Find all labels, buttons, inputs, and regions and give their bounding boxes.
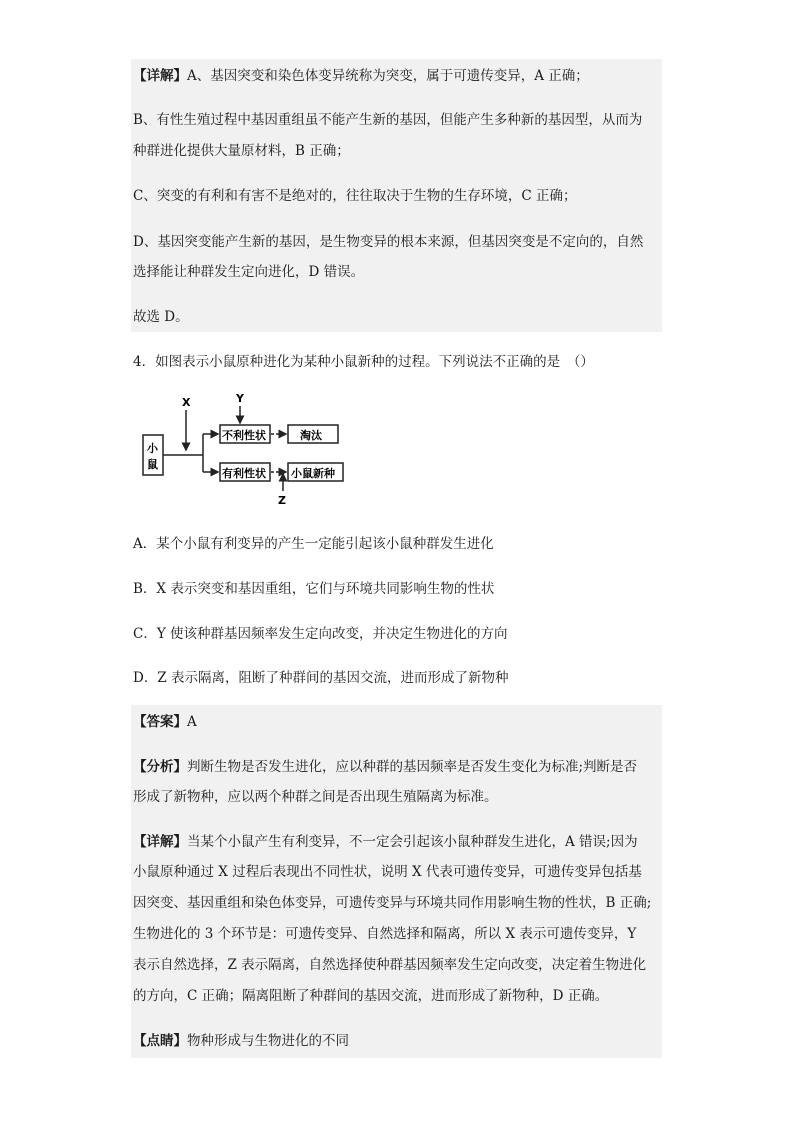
mouse-label-top: 小 xyxy=(147,442,158,455)
comment-tag: 【点睛】 xyxy=(133,1033,187,1049)
label-z: Z xyxy=(278,494,286,507)
eliminated-label: 淘汰 xyxy=(300,429,322,442)
analysis-line-1 xyxy=(133,758,637,776)
option-d: D．Z 表示隔离，阻断了种群间的基因交流，进而形成了新物种 xyxy=(133,670,509,686)
option-c: C．Y 使该种群基因频率发生定向改变，并决定生物进化的方向 xyxy=(133,626,508,642)
detail-line-1 xyxy=(133,833,638,851)
answer-tag: 【答案】 xyxy=(133,714,187,730)
evolution-diagram xyxy=(138,388,353,508)
option-a: A．某个小鼠有利变异的产生一定能引起该小鼠种群发生进化 xyxy=(133,536,494,552)
detail-line-6: 的方向，C 正确；隔离阻断了种群间的基因交流，进而形成了新物种，D 正确。 xyxy=(133,988,609,1004)
question-stem: 4．如图表示小鼠原种进化为某种小鼠新种的过程。下列说法不正确的是 （） xyxy=(133,354,594,370)
analysis-text-1: 判断生物是否发生进化，应以种群的基因频率是否发生变化为标准;判断是否 xyxy=(187,759,638,775)
analysis-tag: 【分析】 xyxy=(133,759,187,775)
explanation-line-7: 故选 D。 xyxy=(133,309,189,325)
detail-line-3: 因突变、基因重组和染色体变异，可遗传变异与环境共同作用影响生物的性状，B 正确; xyxy=(133,895,652,911)
new-species-label: 小鼠新种 xyxy=(291,467,335,480)
answer-line xyxy=(133,713,197,731)
good-trait-label: 有利性状 xyxy=(222,467,266,480)
explanation-line-2: B、有性生殖过程中基因重组虽不能产生新的基因，但能产生多种新的基因型，从而为 xyxy=(133,112,643,128)
detail-line-5: 表示自然选择，Z 表示隔离，自然选择使种群基因频率发生定向改变，决定着生物进化 xyxy=(133,957,647,973)
label-y: Y xyxy=(236,392,244,405)
explanation-line-6: 选择能让种群发生定向进化，D 错误。 xyxy=(133,264,365,280)
mouse-label-bottom: 鼠 xyxy=(147,458,158,471)
detail-line-2: 小鼠原种通过 X 过程后表现出不同性状，说明 X 代表可遗传变异，可遗传变异包括基 xyxy=(133,864,642,880)
detail-tag: 【详解】 xyxy=(133,68,187,84)
analysis-line-2: 形成了新物种，应以两个种群之间是否出现生殖隔离为标准。 xyxy=(133,789,498,805)
comment-text: 物种形成与生物进化的不同 xyxy=(187,1033,349,1049)
comment-line xyxy=(133,1032,349,1050)
detail-text: A、基因突变和染色体变异统称为突变，属于可遗传变异，A 正确； xyxy=(187,68,589,84)
label-x: X xyxy=(182,396,191,409)
explanation-line-1 xyxy=(133,67,589,85)
explanation-line-3: 种群进化提供大量原材料，B 正确； xyxy=(133,143,350,159)
explanation-line-5: D、基因突变能产生新的基因，是生物变异的根本来源，但基因突变是不定向的，自然 xyxy=(133,234,644,250)
bad-trait-label: 不利性状 xyxy=(222,429,266,442)
answer-value: A xyxy=(187,714,197,730)
detail2-tag: 【详解】 xyxy=(133,834,187,850)
detail2-text-1: 当某个小鼠产生有利变异，不一定会引起该小鼠种群发生进化，A 错误;因为 xyxy=(187,834,638,850)
detail-line-4: 生物进化的 3 个环节是：可遗传变异、自然选择和隔离，所以 X 表示可遗传变异，Y xyxy=(133,926,637,942)
option-b: B．X 表示突变和基因重组，它们与环境共同影响生物的性状 xyxy=(133,581,495,597)
explanation-line-4: C、突变的有利和有害不是绝对的，往往取决于生物的生存环境，C 正确； xyxy=(133,188,577,204)
